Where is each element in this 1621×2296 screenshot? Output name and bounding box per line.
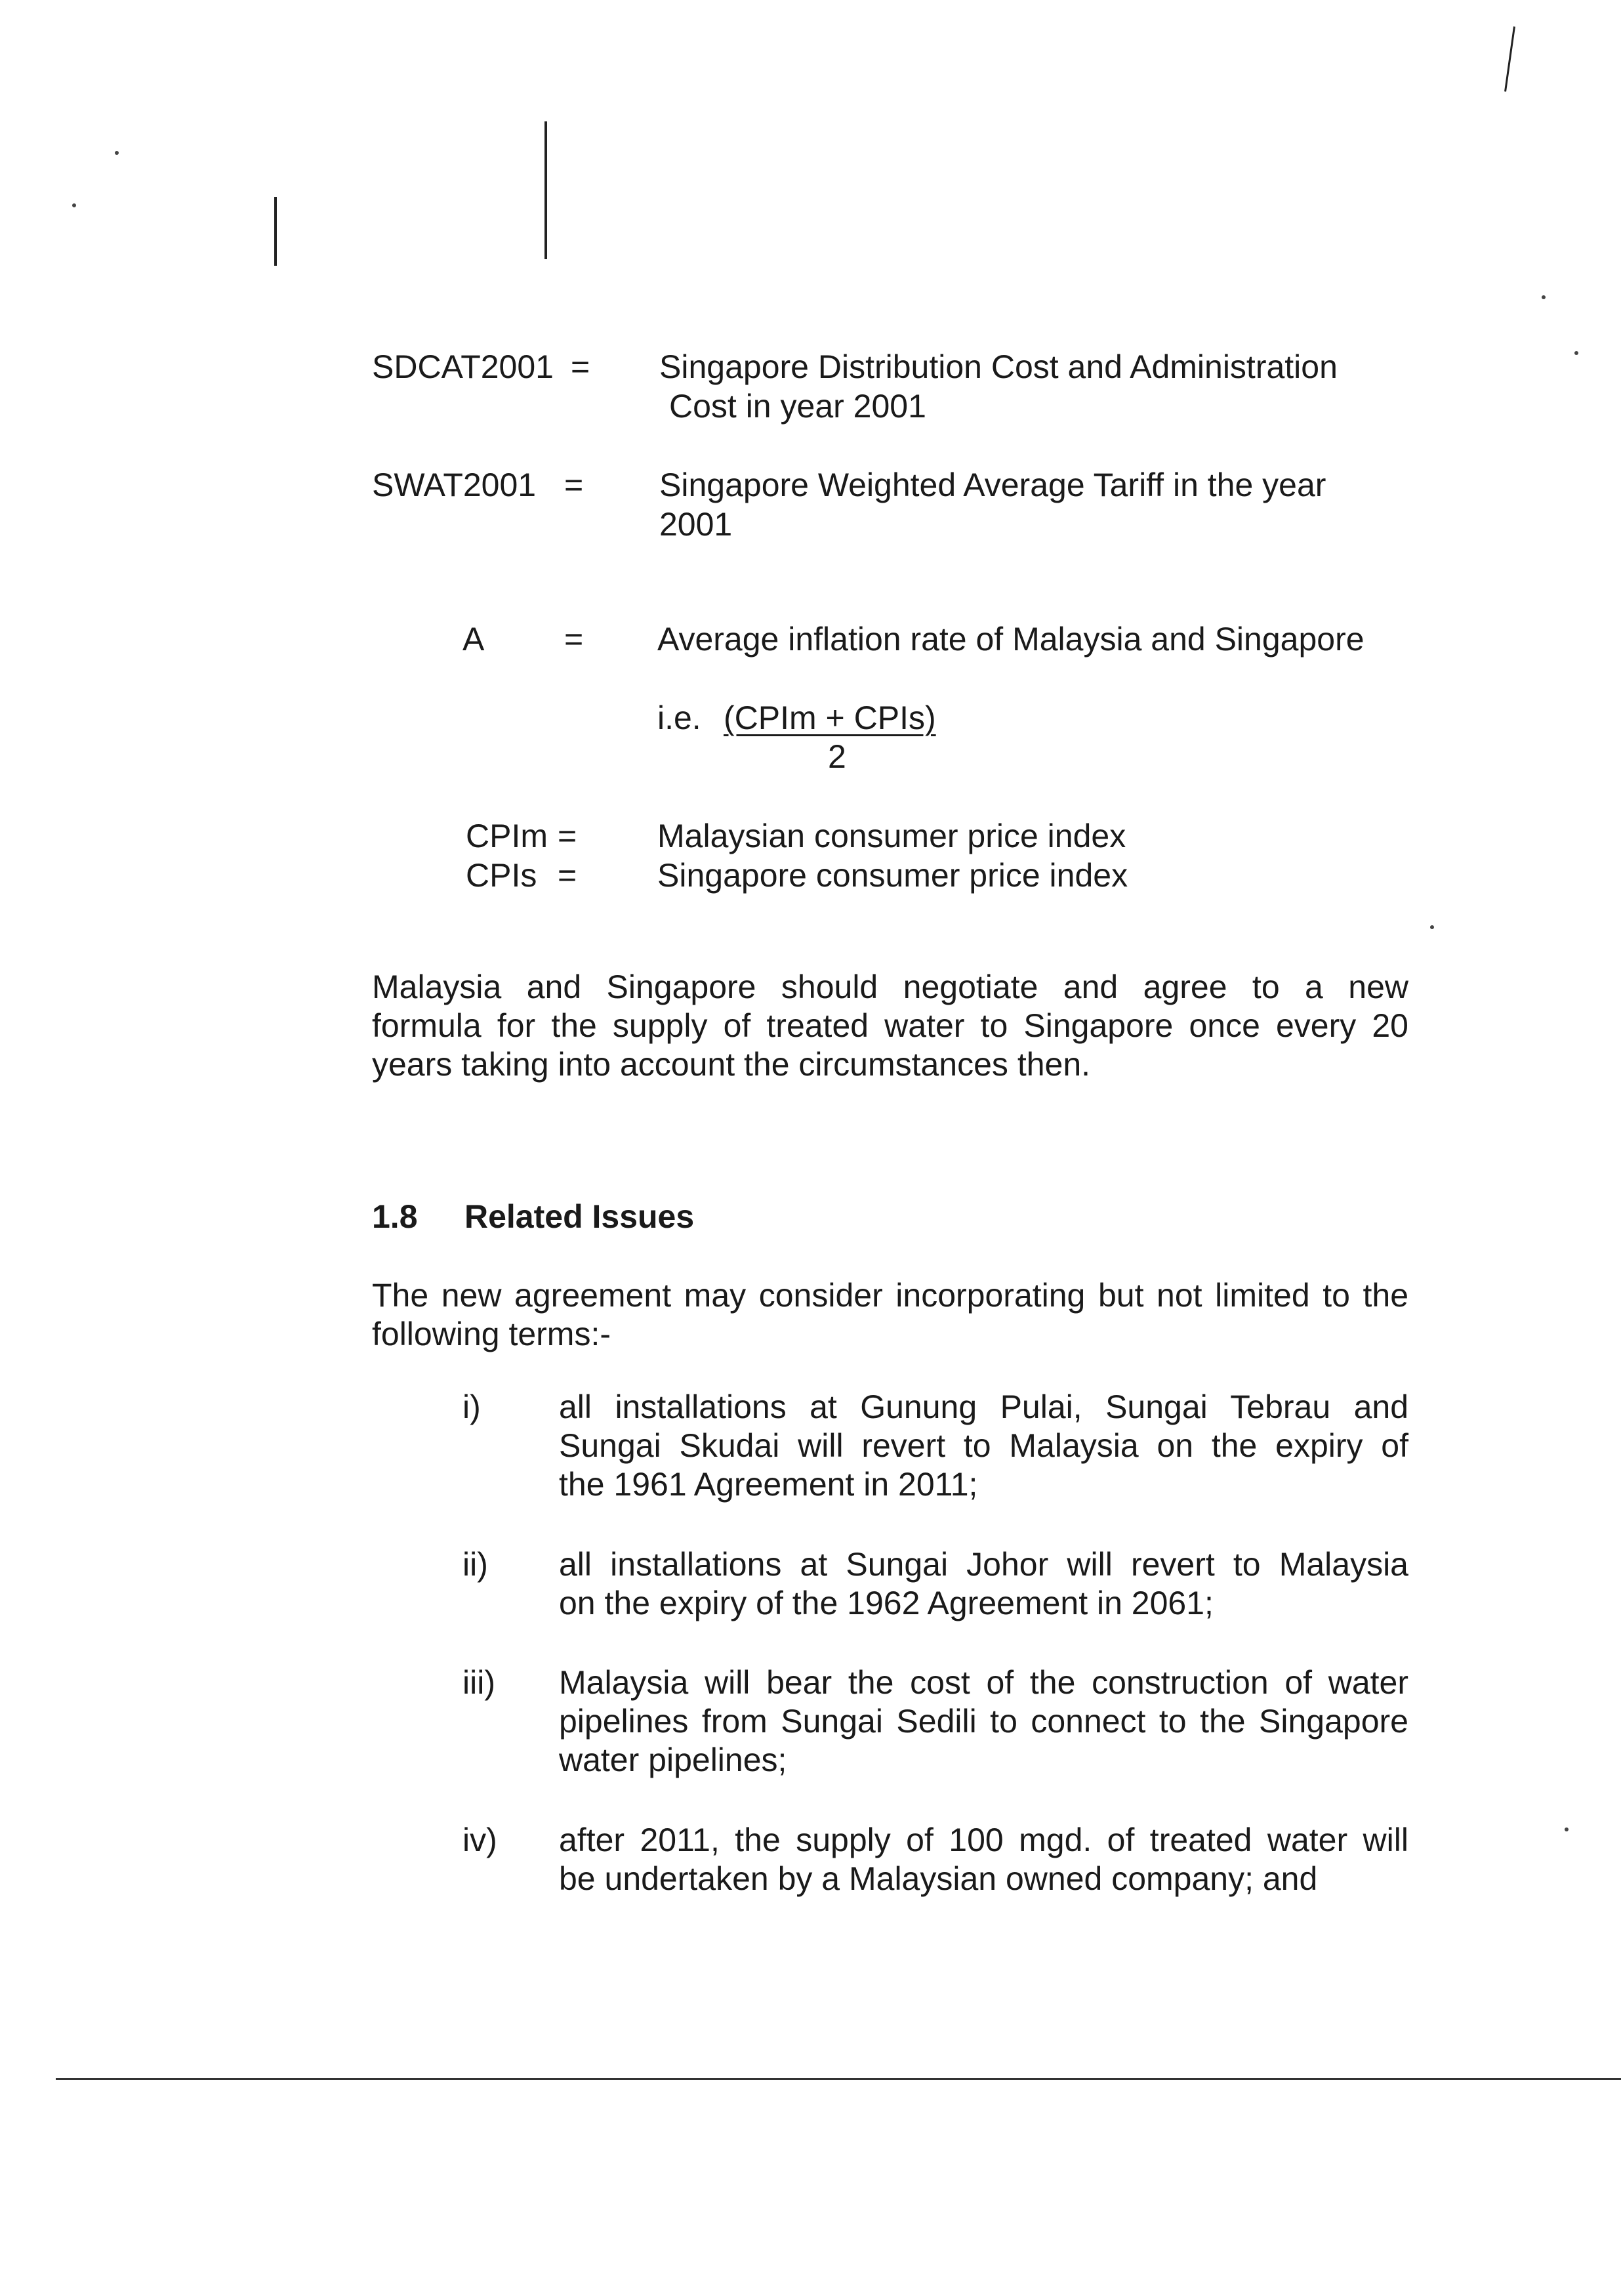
intro-line2: following terms:- [372, 1316, 611, 1352]
definition-a: Average inflation rate of Malaysia and Singapore [657, 621, 1365, 657]
scan-speck [1430, 925, 1434, 929]
section-number: 1.8 [372, 1198, 418, 1235]
scan-mark-right [1504, 26, 1515, 91]
formula-denominator: 2 [828, 738, 846, 775]
paragraph-line2: formula for the supply of treated water to Singapore once every 20 [372, 1007, 1408, 1044]
formula-ie: i.e. [657, 699, 701, 736]
term-a: A [462, 621, 485, 657]
term-cpim: CPIm [466, 818, 548, 854]
definition-sdcat-line1: Singapore Distribution Cost and Administration [659, 348, 1338, 385]
definition-cpim: Malaysian consumer price index [657, 818, 1126, 854]
term-swat: SWAT2001 [372, 467, 537, 503]
equals-cpis: = [558, 857, 577, 894]
list-item-line: Sungai Skudai will revert to Malaysia on the expiry of [559, 1427, 1408, 1464]
scan-mark-center [544, 121, 547, 259]
list-marker: i) [462, 1388, 481, 1425]
scan-speck [115, 151, 119, 155]
list-item-line: be undertaken by a Malaysian owned company; and [559, 1860, 1318, 1897]
scan-mark-left [274, 197, 277, 266]
definition-swat-line2: 2001 [659, 506, 733, 543]
list-item-line: all installations at Sungai Johor will revert to Malaysia [559, 1546, 1408, 1583]
list-item-line: all installations at Gunung Pulai, Sungai Tebrau and [559, 1388, 1408, 1425]
paragraph-line1: Malaysia and Singapore should negotiate and agree to a new [372, 969, 1408, 1005]
equals-swat: = [564, 467, 584, 503]
equals-sdcat: = [571, 348, 590, 385]
equals-a: = [564, 621, 584, 657]
list-item-line: Malaysia will bear the cost of the construction of water [559, 1664, 1408, 1701]
scan-speck [1542, 295, 1546, 299]
definition-swat-line1: Singapore Weighted Average Tariff in the year [659, 467, 1326, 503]
definition-sdcat-line2: Cost in year 2001 [669, 388, 926, 425]
list-marker: ii) [462, 1546, 488, 1583]
scan-speck [1565, 1827, 1569, 1831]
term-cpis: CPIs [466, 857, 537, 894]
list-marker: iii) [462, 1664, 495, 1701]
list-item-line: after 2011, the supply of 100 mgd. of treated water will [559, 1822, 1408, 1858]
list-item-line: pipelines from Sungai Sedili to connect to the Singapore [559, 1703, 1408, 1740]
equals-cpim: = [558, 818, 577, 854]
intro-line1: The new agreement may consider incorporating but not limited to the [372, 1277, 1408, 1314]
formula-numerator: (CPIm + CPIs) [724, 699, 936, 736]
list-item-line: water pipelines; [559, 1742, 787, 1778]
scan-speck [1574, 351, 1578, 355]
section-title: Related Issues [464, 1198, 695, 1235]
scan-speck [72, 203, 76, 207]
bottom-rule [56, 2078, 1621, 2080]
list-item-line: the 1961 Agreement in 2011; [559, 1466, 978, 1503]
list-marker: iv) [462, 1822, 497, 1858]
list-item-line: on the expiry of the 1962 Agreement in 2061; [559, 1585, 1214, 1621]
paragraph-line3: years taking into account the circumstances then. [372, 1046, 1091, 1083]
term-sdcat: SDCAT2001 [372, 348, 554, 385]
definition-cpis: Singapore consumer price index [657, 857, 1128, 894]
